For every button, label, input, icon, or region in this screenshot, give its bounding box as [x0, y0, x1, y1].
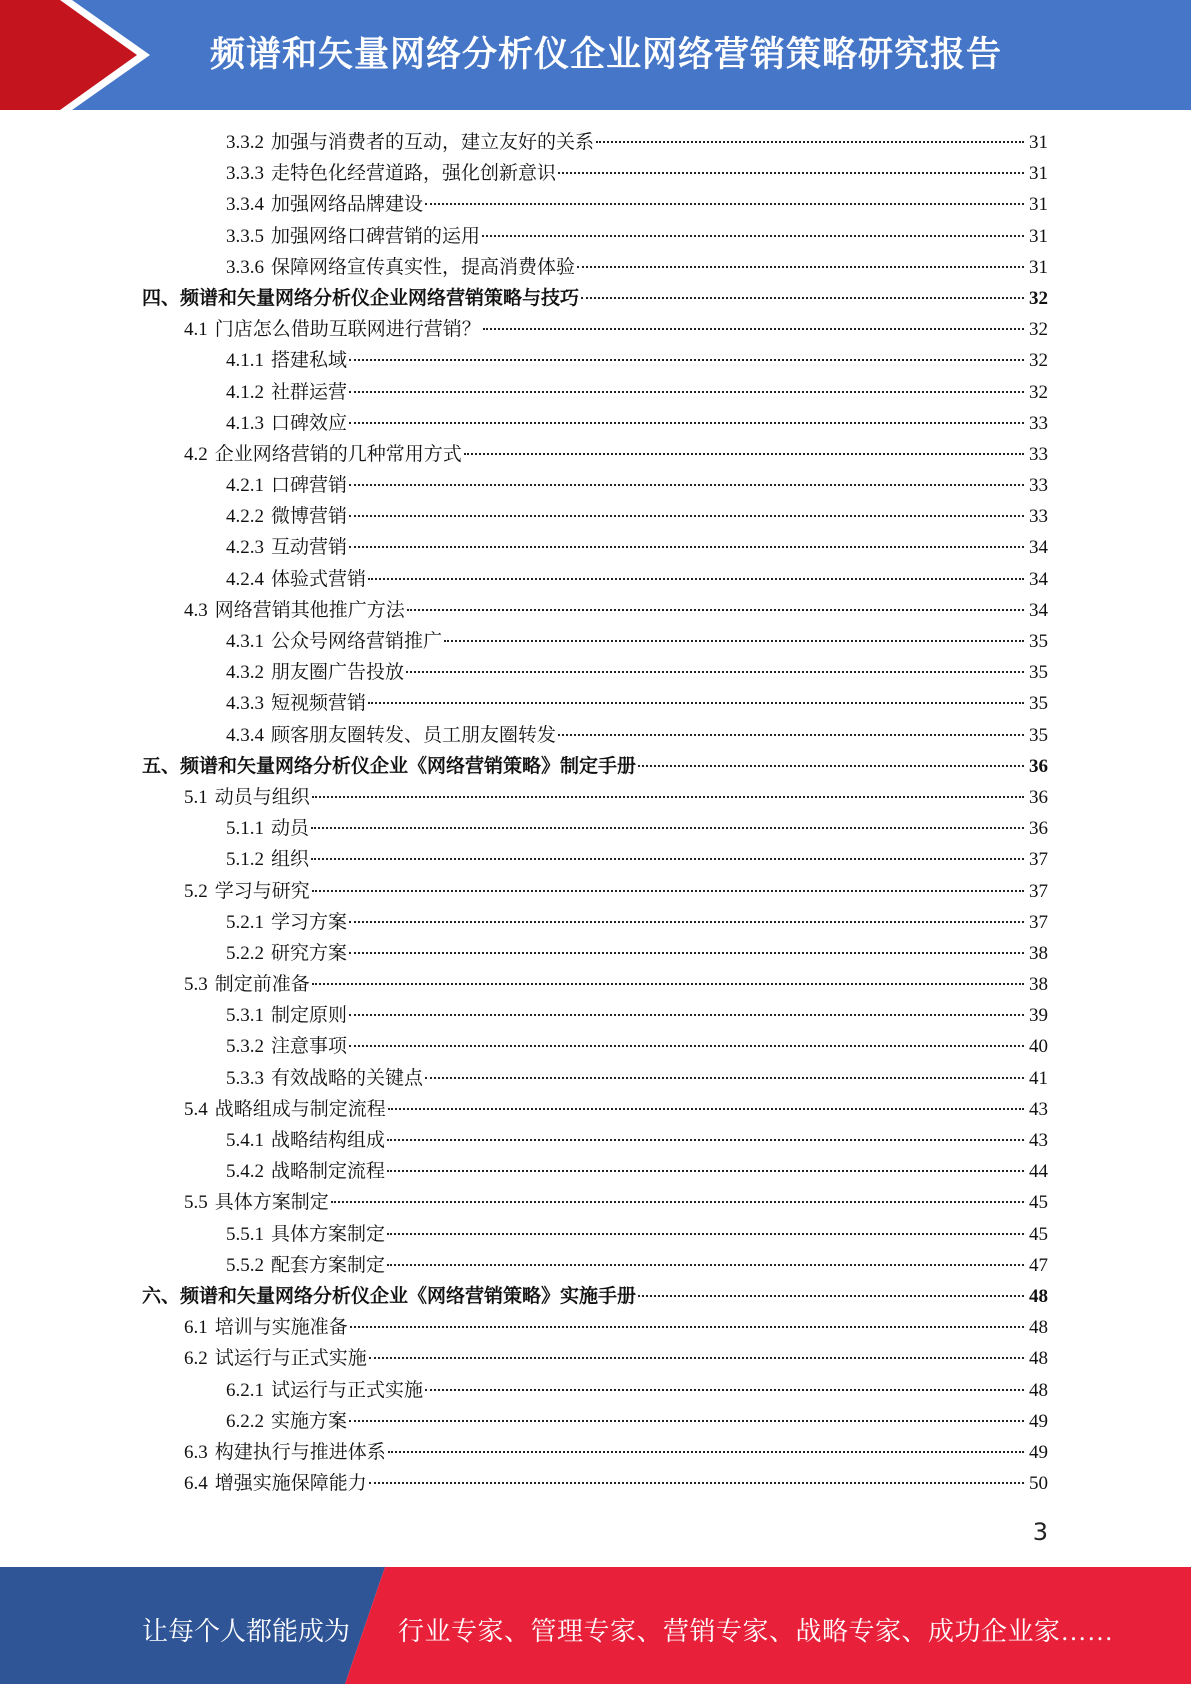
toc-entry-number: 5.5.2 [226, 1254, 264, 1276]
toc-entry-page: 38 [1029, 942, 1048, 964]
toc-entry[interactable] [142, 844, 1048, 875]
toc-entry-label: 社群运营 [271, 381, 348, 403]
toc-entry[interactable] [142, 751, 1048, 782]
toc-dot-leader [581, 296, 1024, 299]
toc-entry-label: 体验式营销 [271, 568, 367, 590]
toc-entry[interactable] [142, 532, 1048, 563]
toc-entry-number: 5.2 [184, 880, 208, 902]
toc-dot-leader [349, 1419, 1024, 1422]
toc-entry-label: 短视频营销 [271, 693, 367, 715]
toc-entry[interactable] [142, 782, 1048, 813]
toc-entry-page: 37 [1029, 911, 1048, 933]
toc-entry[interactable] [142, 127, 1048, 158]
toc-entry-number: 5.3.1 [226, 1005, 264, 1027]
toc-dot-leader [331, 1200, 1024, 1203]
footer-slogan-right: 行业专家、管理专家、营销专家、战略专家、成功企业家…… [398, 1617, 1114, 1646]
toc-entry-label: 培训与实施准备 [214, 1317, 348, 1339]
toc-entry-page: 31 [1029, 163, 1048, 185]
toc-entry-number: 5.4.1 [226, 1130, 264, 1151]
toc-dot-leader [350, 1325, 1024, 1328]
toc-entry-page: 39 [1029, 1005, 1048, 1027]
toc-entry-number: 3.3.6 [226, 256, 264, 278]
toc-dot-leader [387, 1138, 1024, 1141]
toc-entry[interactable] [142, 876, 1048, 907]
toc-entry-label: 顾客朋友圈转发、员工朋友圈转发 [271, 724, 557, 746]
toc-dot-leader [387, 1232, 1024, 1235]
toc-dot-leader [638, 764, 1024, 767]
toc-entry-page: 34 [1029, 537, 1048, 559]
toc-entry[interactable] [142, 626, 1048, 657]
toc-dot-leader [312, 795, 1024, 798]
toc-entry-page: 33 [1029, 412, 1048, 434]
toc-entry[interactable] [142, 595, 1048, 626]
toc-dot-leader [387, 1169, 1024, 1172]
toc-dot-leader [349, 920, 1024, 923]
toc-entry-number: 4.3.2 [226, 662, 264, 684]
toc-entry-label: 战略结构组成 [271, 1130, 386, 1151]
toc-entry[interactable] [142, 657, 1048, 688]
toc-dot-leader [369, 1481, 1024, 1484]
toc-entry-page: 37 [1029, 880, 1048, 902]
toc-dot-leader [387, 1263, 1024, 1266]
toc-entry-page: 31 [1029, 194, 1048, 216]
toc-entry-label: 构建执行与推进体系 [214, 1441, 386, 1463]
toc-entry-number: 6.3 [184, 1441, 208, 1463]
toc-entry-number: 3.3.4 [226, 194, 264, 216]
toc-dot-leader [444, 639, 1024, 642]
toc-entry-number: 5.5.1 [226, 1223, 264, 1245]
toc-entry[interactable] [142, 439, 1048, 470]
toc-dot-leader [407, 608, 1024, 611]
toc-entry-number: 5.3 [184, 974, 208, 996]
toc-entry-page: 48 [1029, 1285, 1048, 1307]
toc-entry-page: 50 [1029, 1473, 1048, 1495]
toc-entry-page: 48 [1029, 1348, 1048, 1370]
toc-entry-label: 试运行与正式实施 [271, 1379, 424, 1401]
toc-entry-label: 制定原则 [271, 1005, 348, 1027]
toc-entry-number: 5.1 [184, 786, 208, 808]
toc-entry-number: 6.2 [184, 1348, 208, 1370]
toc-entry-number: 3.3.5 [226, 225, 264, 247]
toc-entry[interactable] [142, 1000, 1048, 1031]
toc-dot-leader [483, 327, 1024, 330]
toc-entry-number: 6.4 [184, 1473, 208, 1495]
toc-entry-label: 六、频谱和矢量网络分析仪企业《网络营销策略》实施手册 [142, 1285, 637, 1307]
toc-entry-label: 具体方案制定 [214, 1192, 329, 1214]
toc-entry-label: 口碑效应 [271, 412, 348, 434]
toc-entry-page: 37 [1029, 849, 1048, 871]
toc-entry[interactable] [142, 1437, 1048, 1468]
toc-entry-label: 搭建私域 [271, 350, 348, 372]
toc-entry-page: 31 [1029, 225, 1048, 247]
toc-entry-number: 5.2.1 [226, 911, 264, 933]
toc-entry-number: 5.1.1 [226, 818, 264, 840]
toc-entry-page: 34 [1029, 599, 1048, 621]
toc-entry-page: 35 [1029, 631, 1048, 652]
toc-entry-label: 组织 [271, 849, 310, 871]
toc-entry-page: 32 [1029, 287, 1048, 309]
toc-entry-label: 公众号网络营销推广 [271, 631, 443, 652]
toc-entry-number: 5.2.2 [226, 942, 264, 964]
toc-entry-label: 加强网络品牌建设 [271, 194, 424, 216]
toc-entry[interactable] [142, 938, 1048, 969]
toc-dot-leader [312, 982, 1024, 985]
toc-entry-label: 门店怎么借助互联网进行营销？ [214, 319, 481, 341]
toc-dot-leader [558, 733, 1024, 736]
toc-entry[interactable] [142, 189, 1048, 220]
toc-entry-number: 4.1.1 [226, 350, 264, 372]
toc-entry-page: 41 [1029, 1067, 1048, 1089]
toc-entry-number: 5.4 [184, 1098, 208, 1120]
toc-entry[interactable] [142, 1250, 1048, 1281]
toc-dot-leader [425, 1076, 1024, 1079]
toc-entry-page: 31 [1029, 256, 1048, 278]
toc-entry[interactable] [142, 720, 1048, 751]
toc-entry-page: 31 [1029, 132, 1048, 153]
toc-entry-number: 4.2.2 [226, 506, 264, 528]
toc-entry-label: 互动营销 [271, 537, 348, 559]
toc-entry[interactable] [142, 1343, 1048, 1374]
toc-entry-number: 5.4.2 [226, 1161, 264, 1183]
toc-entry-number: 4.1.3 [226, 412, 264, 434]
toc-entry-label: 走特色化经营道路，强化创新意识 [271, 163, 557, 185]
toc-entry-label: 动员 [271, 818, 310, 840]
toc-entry-label: 学习与研究 [214, 880, 310, 902]
toc-dot-leader [349, 1044, 1024, 1047]
toc-dot-leader [349, 545, 1024, 548]
toc-entry-label: 五、频谱和矢量网络分析仪企业《网络营销策略》制定手册 [142, 755, 637, 777]
toc-dot-leader [638, 1294, 1024, 1297]
toc-dot-leader [368, 701, 1024, 704]
toc-dot-leader [349, 951, 1024, 954]
toc-entry-label: 口碑营销 [271, 475, 348, 497]
toc-entry-page: 38 [1029, 974, 1048, 996]
toc-entry-number: 4.1.2 [226, 381, 264, 403]
footer-slogan-left: 让每个人都能成为 [142, 1617, 351, 1646]
toc-dot-leader [388, 1450, 1024, 1453]
toc-entry-page: 43 [1029, 1130, 1048, 1151]
toc-entry-page: 48 [1029, 1317, 1048, 1339]
toc-entry-label: 企业网络营销的几种常用方式 [214, 443, 462, 465]
toc-entry[interactable] [142, 813, 1048, 844]
toc-entry[interactable] [142, 1312, 1048, 1343]
toc-entry[interactable] [142, 1219, 1048, 1250]
toc-dot-leader [464, 452, 1024, 455]
toc-entry-page: 35 [1029, 693, 1048, 715]
toc-entry-number: 4.2 [184, 443, 208, 465]
toc-entry[interactable] [142, 501, 1048, 532]
toc-entry-number: 6.2.1 [226, 1379, 264, 1401]
toc-entry-label: 具体方案制定 [271, 1223, 386, 1245]
toc-entry-page: 43 [1029, 1098, 1048, 1120]
toc-entry-page: 33 [1029, 443, 1048, 465]
toc-entry[interactable] [142, 1094, 1048, 1125]
toc-entry-label: 试运行与正式实施 [214, 1348, 367, 1370]
toc-entry-label: 加强与消费者的互动，建立友好的关系 [271, 132, 595, 153]
toc-entry[interactable] [142, 158, 1048, 189]
toc-entry[interactable] [142, 907, 1048, 938]
toc-entry[interactable] [142, 1406, 1048, 1437]
toc-entry-page: 32 [1029, 381, 1048, 403]
toc-entry-page: 36 [1029, 755, 1048, 777]
toc-entry-number: 4.2.3 [226, 537, 264, 559]
toc-entry-page: 36 [1029, 818, 1048, 840]
toc-entry-page: 33 [1029, 475, 1048, 497]
toc-entry-number: 4.3.4 [226, 724, 264, 746]
toc-entry[interactable] [142, 564, 1048, 595]
toc-entry-label: 微博营销 [271, 506, 348, 528]
toc-entry-page: 32 [1029, 350, 1048, 372]
toc-entry-number: 4.2.1 [226, 475, 264, 497]
page-footer [0, 1567, 1191, 1684]
toc-entry-label: 四、频谱和矢量网络分析仪企业网络营销策略与技巧 [142, 287, 580, 309]
toc-dot-leader [349, 358, 1024, 361]
toc-dot-leader [406, 670, 1024, 673]
toc-entry-number: 5.3.3 [226, 1067, 264, 1089]
toc-entry-page: 36 [1029, 786, 1048, 808]
toc-entry-label: 制定前准备 [214, 974, 310, 996]
toc-entry-label: 战略组成与制定流程 [214, 1098, 386, 1120]
toc-dot-leader [558, 171, 1024, 174]
toc-dot-leader [425, 1388, 1024, 1391]
toc-entry[interactable] [142, 283, 1048, 314]
toc-entry[interactable] [142, 1375, 1048, 1406]
toc-entry[interactable] [142, 470, 1048, 501]
header-arrow-decoration [0, 0, 160, 110]
toc-dot-leader [388, 1107, 1024, 1110]
toc-entry-page: 48 [1029, 1379, 1048, 1401]
toc-dot-leader [349, 421, 1024, 424]
toc-dot-leader [577, 265, 1024, 268]
page-header [0, 0, 1191, 110]
toc-entry-number: 5.3.2 [226, 1036, 264, 1058]
toc-entry-number: 4.1 [184, 319, 208, 341]
toc-entry[interactable] [142, 969, 1048, 1000]
toc-entry[interactable] [142, 1281, 1048, 1312]
toc-entry-page: 35 [1029, 662, 1048, 684]
toc-dot-leader [312, 889, 1024, 892]
toc-entry[interactable] [142, 221, 1048, 252]
toc-entry-page: 49 [1029, 1441, 1048, 1463]
toc-dot-leader [349, 1013, 1024, 1016]
toc-entry[interactable] [142, 1468, 1048, 1499]
toc-dot-leader [349, 514, 1024, 517]
toc-dot-leader [311, 857, 1024, 860]
toc-entry-label: 研究方案 [271, 942, 348, 964]
toc-entry-label: 学习方案 [271, 911, 348, 933]
toc-entry[interactable] [142, 314, 1048, 345]
toc-entry-page: 33 [1029, 506, 1048, 528]
toc-entry-number: 3.3.2 [226, 132, 264, 153]
toc-entry-page: 49 [1029, 1410, 1048, 1432]
toc-entry-label: 有效战略的关键点 [271, 1067, 424, 1089]
toc-entry-label: 保障网络宣传真实性，提高消费体验 [271, 256, 576, 278]
toc-entry-number: 5.1.2 [226, 849, 264, 871]
page-number: 3 [1032, 1518, 1048, 1546]
toc-entry-label: 实施方案 [271, 1410, 348, 1432]
toc-entry-number: 5.5 [184, 1192, 208, 1214]
toc-entry-page: 40 [1029, 1036, 1048, 1058]
toc-entry-page: 32 [1029, 319, 1048, 341]
toc-entry[interactable] [142, 688, 1048, 719]
toc-entry-page: 45 [1029, 1223, 1048, 1245]
toc-entry-label: 动员与组织 [214, 786, 310, 808]
toc-dot-leader [368, 577, 1024, 580]
toc-dot-leader [425, 202, 1024, 205]
toc-entry-label: 网络营销其他推广方法 [214, 599, 405, 621]
toc-entry-number: 4.2.4 [226, 568, 264, 590]
toc-dot-leader [596, 140, 1024, 143]
toc-entry-number: 4.3 [184, 599, 208, 621]
toc-entry-page: 47 [1029, 1254, 1048, 1276]
toc-dot-leader [482, 234, 1024, 237]
toc-entry-label: 朋友圈广告投放 [271, 662, 405, 684]
toc-entry-label: 配套方案制定 [271, 1254, 386, 1276]
toc-entry[interactable] [142, 377, 1048, 408]
toc-entry-number: 4.3.1 [226, 631, 264, 652]
toc-entry-label: 注意事项 [271, 1036, 348, 1058]
toc-dot-leader [349, 390, 1024, 393]
toc-entry[interactable] [142, 408, 1048, 439]
toc-entry-label: 增强实施保障能力 [214, 1473, 367, 1495]
table-of-contents [142, 127, 1048, 1499]
toc-entry-label: 战略制定流程 [271, 1161, 386, 1183]
toc-entry-page: 44 [1029, 1161, 1048, 1183]
toc-entry[interactable] [142, 1156, 1048, 1187]
toc-entry-number: 6.1 [184, 1317, 208, 1339]
toc-entry[interactable] [142, 1187, 1048, 1218]
report-title: 频谱和矢量网络分析仪企业网络营销策略研究报告 [210, 35, 1003, 75]
toc-dot-leader [311, 826, 1024, 829]
toc-entry-number: 4.3.3 [226, 693, 264, 715]
toc-entry-label: 加强网络口碑营销的运用 [271, 225, 481, 247]
toc-entry-number: 3.3.3 [226, 163, 264, 185]
toc-entry-number: 6.2.2 [226, 1410, 264, 1432]
toc-entry[interactable] [142, 252, 1048, 283]
toc-entry-page: 34 [1029, 568, 1048, 590]
toc-dot-leader [369, 1356, 1024, 1359]
toc-entry[interactable] [142, 1063, 1048, 1094]
toc-dot-leader [349, 483, 1024, 486]
toc-entry[interactable] [142, 1125, 1048, 1156]
toc-entry[interactable] [142, 345, 1048, 376]
toc-entry-page: 45 [1029, 1192, 1048, 1214]
toc-entry[interactable] [142, 1031, 1048, 1062]
toc-entry-page: 35 [1029, 724, 1048, 746]
